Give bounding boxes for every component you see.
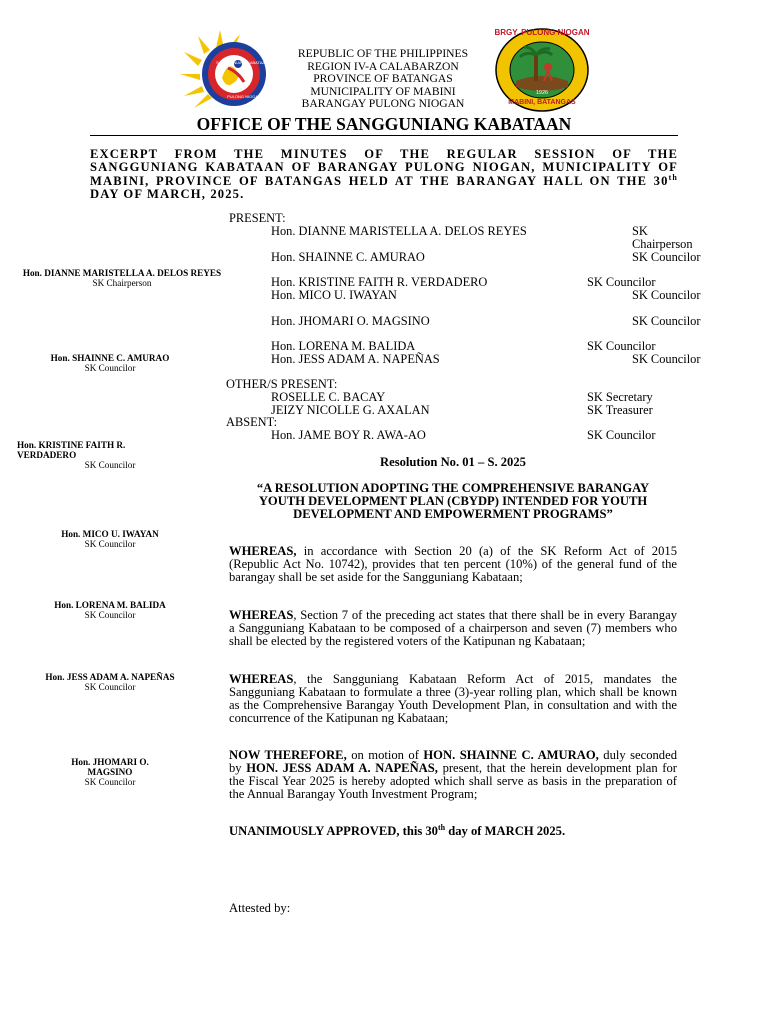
sidebar-member bbox=[10, 600, 210, 627]
seconder-name: HON. JESS ADAM A. NAPEÑAS, bbox=[246, 760, 438, 775]
sidebar-member bbox=[10, 529, 210, 549]
letterhead-line: BARANGAY PULONG NIOGAN bbox=[301, 97, 465, 111]
seal-text-bottom: MABINI, BATANGAS bbox=[508, 99, 576, 106]
sidebar-member-name: Hon. SHAINNE C. AMURAO bbox=[50, 353, 170, 363]
attendee-role: SK Secretary bbox=[587, 390, 653, 404]
present-label: PRESENT: bbox=[229, 211, 286, 225]
now-lead: NOW THEREFORE, bbox=[229, 748, 347, 762]
whereas-lead: WHEREAS bbox=[229, 672, 294, 686]
sidebar-member-name: Hon. JESS ADAM A. NAPEÑAS bbox=[45, 672, 175, 682]
now-text: present, that the herein development plan for the Fiscal Year 2025 is hereby adopted which shall serve as basis in the preparation of the Annual Barangay Youth Investment Program; bbox=[229, 760, 677, 801]
attendee-name: JEIZY NICOLLE G. AXALAN bbox=[271, 403, 430, 417]
whereas-text: in accordance with Section 20 (a) of the SK Reform Act of 2015 (Republic Act No. 10742), provides that ten percent (10%) of the general fund of the barangay shall be set aside for the Sangguniang Kabataan; bbox=[229, 544, 677, 584]
whereas-text: , Section 7 of the preceding act states that there shall be in every Barangay a Sangguniang Kabataan to be composed of a chairperson and seven (7) members who shall be elected by the registered voters of the Katipunan ng Kabataan; bbox=[229, 608, 677, 648]
sidebar-member-name: Hon. DIANNE MARISTELLA A. DELOS REYES bbox=[22, 268, 222, 278]
letterhead-line: REGION IV-A CALABARZON bbox=[307, 59, 459, 73]
attendee-role: SK Councilor bbox=[632, 352, 701, 366]
attendee-role: SK Councilor bbox=[587, 339, 656, 353]
sidebar-member bbox=[8, 268, 236, 288]
title-rule bbox=[90, 135, 678, 136]
whereas-paragraph bbox=[229, 609, 677, 648]
role-wrap: SK Chairperson bbox=[632, 224, 693, 251]
sidebar-member bbox=[10, 672, 210, 699]
attendee-name: Hon. SHAINNE C. AMURAO bbox=[271, 250, 425, 264]
attendee-role: SK Councilor bbox=[632, 250, 701, 264]
attendee-role: SK Councilor bbox=[587, 275, 656, 289]
sidebar-member bbox=[10, 353, 210, 373]
attendee-name: Hon. DIANNE MARISTELLA A. DELOS REYES bbox=[271, 224, 527, 238]
whereas-lead: WHEREAS bbox=[229, 608, 294, 622]
sk-logo-text: SANGGUNIANG KABATAAN bbox=[216, 60, 268, 65]
attendee-name: Hon. MICO U. IWAYAN bbox=[271, 288, 397, 302]
sidebar-member-name: Hon. JHOMARI O. MAGSINO bbox=[71, 757, 149, 777]
whereas-paragraph bbox=[229, 545, 677, 584]
attendee-name: Hon. JHOMARI O. MAGSINO bbox=[271, 314, 430, 328]
sidebar-member bbox=[10, 757, 210, 787]
others-label: OTHER/S PRESENT: bbox=[226, 377, 338, 391]
sidebar-member-role: SK Councilor bbox=[84, 777, 136, 787]
attendee-name: Hon. LORENA M. BALIDA bbox=[271, 339, 416, 353]
office-title: OFFICE OF THE SANGGUNIANG KABATAAN bbox=[196, 114, 572, 134]
attendee-name: Hon. JAME BOY R. AWA-AO bbox=[271, 428, 426, 442]
sidebar-member-name: Hon. LORENA M. BALIDA bbox=[54, 600, 166, 610]
excerpt-text: EXCERPT FROM THE MINUTES OF THE REGULAR SESSION OF THE SANGGUNIANG KABATAAN OF BARANGAY PULONG NIOGAN, MUNICIPALITY OF MABINI, PROVINCE OF BATANGAS HELD AT THE BARANGAY HALL ON THE 30 bbox=[90, 147, 678, 188]
attendee-role: SK Councilor bbox=[632, 288, 701, 302]
sidebar-member-role: SK Councilor bbox=[84, 363, 136, 373]
sidebar-member-name: Hon. MICO U. IWAYAN bbox=[61, 529, 159, 539]
sidebar-member-name: Hon. KRISTINE FAITH R. VERDADERO bbox=[17, 440, 126, 460]
seal-year: 1926 bbox=[535, 90, 549, 96]
approval-text: UNANIMOUSLY APPROVED, this 30 bbox=[229, 824, 438, 838]
attendee-role bbox=[229, 224, 693, 251]
sidebar-member-role: SK Chairperson bbox=[92, 278, 152, 288]
attested-by: Attested by: bbox=[229, 901, 291, 915]
attendee-role: SK Treasurer bbox=[587, 403, 653, 417]
mover-name: HON. SHAINNE C. AMURAO, bbox=[423, 748, 599, 762]
whereas-lead: WHEREAS, bbox=[229, 544, 297, 558]
excerpt-heading bbox=[90, 148, 678, 202]
resolution-number: Resolution No. 01 – S. 2025 bbox=[380, 455, 526, 469]
sidebar-member-role: SK Councilor bbox=[84, 460, 136, 468]
sidebar-member-role: SK Councilor bbox=[84, 610, 136, 620]
attendee-name: Hon. KRISTINE FAITH R. VERDADERO bbox=[271, 275, 488, 289]
sk-logo-subtext: PULONG NIOGAN bbox=[227, 94, 261, 99]
now-therefore-paragraph bbox=[229, 749, 677, 801]
excerpt-text-end: DAY OF MARCH, 2025. bbox=[90, 187, 245, 202]
approval-line bbox=[229, 822, 677, 838]
approval-sup: th bbox=[437, 822, 446, 832]
resolution-title: “A RESOLUTION ADOPTING THE COMPREHENSIVE BARANGAY YOUTH DEVELOPMENT PLAN (CBYDP) INTENDED FOR YOUTH DEVELOPMENT AND EMPOWERMENT PROGRAMS” bbox=[256, 481, 650, 522]
letterhead-line: MUNICIPALITY OF MABINI bbox=[310, 84, 456, 98]
excerpt-sup: th bbox=[668, 172, 678, 182]
attendee-name: ROSELLE C. BACAY bbox=[271, 390, 386, 404]
sidebar-member bbox=[10, 440, 210, 468]
attendee-role: SK Councilor bbox=[587, 428, 656, 442]
barangay-seal bbox=[494, 27, 590, 113]
letterhead-line: PROVINCE OF BATANGAS bbox=[313, 72, 453, 86]
sidebar-member-role: SK Councilor bbox=[84, 539, 136, 549]
absent-label: ABSENT: bbox=[226, 415, 278, 429]
now-text: duly seconded by bbox=[229, 748, 677, 775]
whereas-text: , the Sangguniang Kabataan Reform Act of 2015, mandates the Sangguniang Kabataan to formulate a three (3)-year rolling plan, which shall be known as the Comprehensive Barangay Youth Development Plan, in consultation and with the concurrence of the Katipunan ng Kabataan; bbox=[229, 672, 677, 725]
attendee-role: SK Councilor bbox=[632, 314, 701, 328]
attendee-name: Hon. JESS ADAM A. NAPEÑAS bbox=[271, 352, 440, 366]
sk-logo bbox=[178, 28, 270, 112]
whereas-paragraph bbox=[229, 673, 677, 725]
letterhead-line: REPUBLIC OF THE PHILIPPINES bbox=[297, 47, 469, 60]
now-text: on motion of bbox=[346, 748, 424, 762]
approval-text-end: day of MARCH 2025. bbox=[445, 824, 566, 838]
letterhead bbox=[270, 48, 496, 111]
seal-text-top: BRGY. PULONG NIOGAN bbox=[494, 28, 590, 37]
sidebar-member-role: SK Councilor bbox=[84, 682, 136, 692]
